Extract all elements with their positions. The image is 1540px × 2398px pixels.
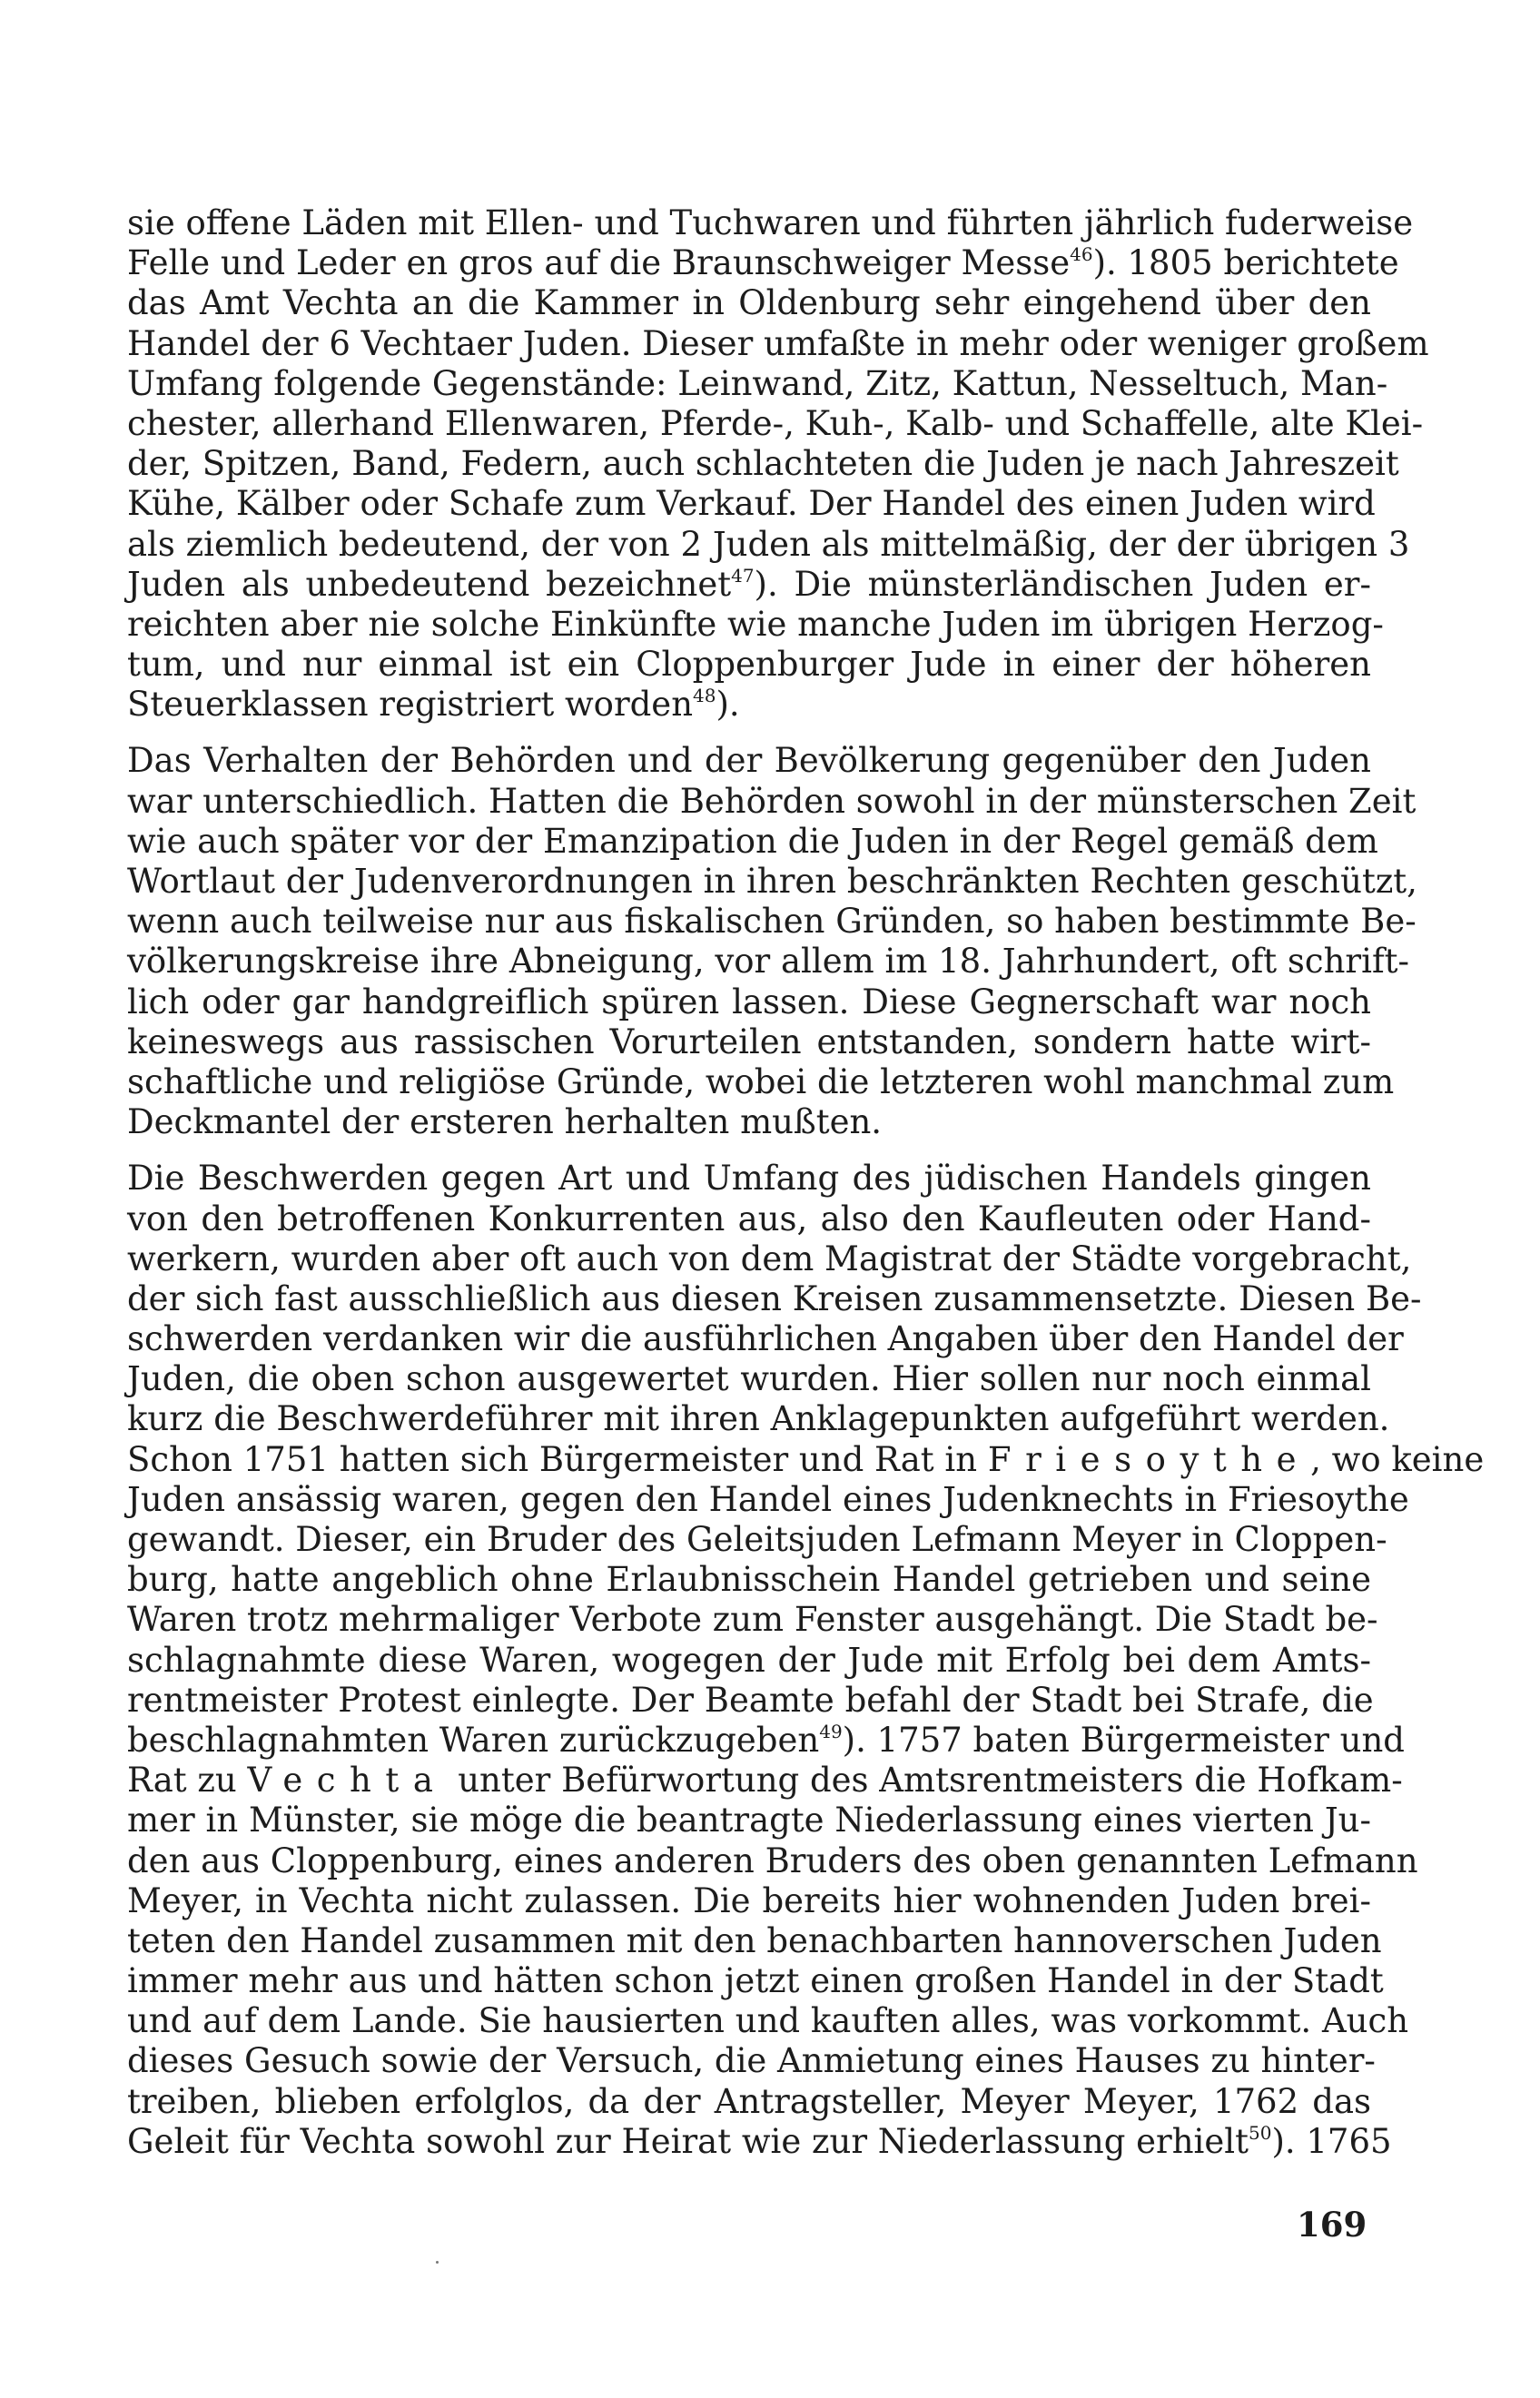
text-line	[127, 484, 1376, 524]
text-run: teten den Handel zusammen mit den benachbarten hannoverschen Juden	[127, 1920, 1382, 1960]
text-run: ). Die münsterländischen Juden er-	[754, 564, 1371, 604]
text-line	[127, 203, 1414, 243]
text-line	[127, 1159, 1371, 1199]
text-line	[127, 1439, 1485, 1480]
text-run: , wo keine	[1310, 1439, 1485, 1479]
text-run: dieses Gesuch sowie der Versuch, die Anmietung eines Hauses zu hinter-	[127, 2041, 1376, 2081]
text-run: schaftliche und religiöse Gründe, wobei die letzteren wohl manchmal zum	[127, 1061, 1395, 1101]
text-run: Handel der 6 Vechtaer Juden. Dieser umfaßte in mehr oder weniger großem	[127, 323, 1429, 363]
text-run: chester, allerhand Ellenwaren, Pferde-, Kuh-, Kalb- und Schaffelle, alte Klei-	[127, 403, 1424, 443]
text-run: sie offene Läden mit Ellen- und Tuchwaren und führten jährlich fuderweise	[127, 203, 1414, 242]
text-line	[127, 1920, 1382, 1961]
text-line	[127, 1720, 1405, 1761]
text-run: reichten aber nie solche Einkünfte wie manche Juden im übrigen Herzog-	[127, 604, 1384, 644]
text-line	[127, 1961, 1384, 2001]
text-line	[127, 821, 1378, 862]
paragraph	[127, 741, 1417, 1142]
text-line	[127, 2041, 1376, 2081]
text-run: Juden als unbedeutend bezeichnet	[127, 564, 732, 604]
text-line	[127, 1600, 1378, 1640]
text-run: burg, hatte angeblich ohne Erlaubnisschein Handel getrieben und seine	[127, 1560, 1371, 1600]
text-run: beschlagnahmten Waren zurückzugeben	[127, 1720, 820, 1760]
text-run: Geleit für Vechta sowohl zur Heirat wie zur Niederlassung erhielt	[127, 2121, 1249, 2161]
page-body	[127, 203, 1485, 2162]
text-line	[127, 2082, 1371, 2122]
footnote-marker: 48	[693, 685, 716, 707]
text-line	[127, 1319, 1404, 1359]
text-line	[127, 403, 1424, 444]
text-run: Die Beschwerden gegen Art und Umfang des jüdischen Handels gingen	[127, 1159, 1371, 1199]
text-line	[127, 565, 1371, 605]
text-line	[127, 1359, 1371, 1399]
text-line	[127, 1278, 1422, 1319]
text-run: von den betroffenen Konkurrenten aus, also den Kaufleuten oder Hand-	[127, 1199, 1371, 1238]
text-run: treiben, blieben erfolglos, da der Antragsteller, Meyer Meyer, 1762 das	[127, 2081, 1371, 2121]
text-run: immer mehr aus und hätten schon jetzt einen großen Handel in der Stadt	[127, 1961, 1384, 2001]
text-line	[127, 741, 1371, 781]
spaced-place-name: Friesoythe	[987, 1439, 1311, 1479]
text-line	[127, 2121, 1392, 2162]
text-line	[127, 1479, 1409, 1520]
text-line	[127, 1399, 1390, 1439]
text-line	[127, 982, 1371, 1022]
text-run: Deckmantel der ersteren herhalten mußten.	[127, 1102, 883, 1142]
spaced-place-name: Vechta	[247, 1761, 448, 1801]
footnote-marker: 49	[819, 1720, 843, 1742]
text-line	[127, 1022, 1371, 1062]
text-line	[127, 902, 1417, 942]
text-line	[127, 1520, 1387, 1560]
text-run: Wortlaut der Judenverordnungen in ihren beschränkten Rechten geschützt,	[127, 862, 1417, 901]
footnote-marker: 46	[1070, 243, 1093, 266]
footnote-marker: 50	[1248, 2121, 1272, 2144]
text-line	[127, 1238, 1412, 1279]
text-run: und auf dem Lande. Sie hausierten und kauften alles, was vorkommt. Auch	[127, 2001, 1409, 2041]
text-line	[127, 1102, 1371, 1142]
text-line	[127, 363, 1388, 404]
text-run: Steuerklassen registriert worden	[127, 685, 694, 725]
text-run: mer in Münster, sie möge die beantragte Niederlassung eines vierten Ju-	[127, 1801, 1371, 1840]
text-line	[127, 1641, 1371, 1681]
paragraph	[127, 203, 1429, 725]
text-line	[127, 1761, 1403, 1801]
page-number: 169	[1297, 2205, 1367, 2245]
text-run: Felle und Leder en gros auf die Braunschweiger Messe	[127, 243, 1071, 283]
text-line	[127, 524, 1410, 565]
text-line	[127, 1881, 1371, 1921]
text-run: kurz die Beschwerdeführer mit ihren Anklagepunkten aufgeführt werden.	[127, 1399, 1390, 1439]
text-line	[127, 1840, 1418, 1881]
text-run: den aus Cloppenburg, eines anderen Bruders des oben genannten Lefmann	[127, 1840, 1418, 1880]
text-run: ). 1765	[1271, 2121, 1392, 2161]
text-run: war unterschiedlich. Hatten die Behörden sowohl in der münsterschen Zeit	[127, 781, 1417, 821]
text-run: ).	[716, 685, 740, 725]
text-run: gewandt. Dieser, ein Bruder des Geleitsjuden Lefmann Meyer in Cloppen-	[127, 1520, 1387, 1559]
text-run: Meyer, in Vechta nicht zulassen. Die bereits hier wohnenden Juden brei-	[127, 1880, 1371, 1920]
text-run: das Amt Vechta an die Kammer in Oldenburg sehr eingehend über den	[127, 283, 1371, 323]
text-run: völkerungskreise ihre Abneigung, vor allem im 18. Jahrhundert, oft schrift-	[127, 942, 1410, 982]
text-run: tum, und nur einmal ist ein Cloppenburger Jude in einer der höheren	[127, 645, 1371, 685]
text-run: Rat zu	[127, 1761, 248, 1801]
text-run: wenn auch teilweise nur aus fiskalischen Gründen, so haben bestimmte Be-	[127, 902, 1417, 942]
paragraph	[127, 1159, 1485, 2162]
text-run: unter Befürwortung des Amtsrentmeisters die Hofkam-	[447, 1761, 1403, 1801]
text-line	[127, 604, 1384, 645]
text-run: rentmeister Protest einlegte. Der Beamte befahl der Stadt bei Strafe, die	[127, 1680, 1374, 1720]
text-run: werkern, wurden aber oft auch von dem Magistrat der Städte vorgebracht,	[127, 1238, 1412, 1278]
footnote-marker: 47	[731, 564, 755, 587]
text-run: Kühe, Kälber oder Schafe zum Verkauf. Der Handel des einen Juden wird	[127, 484, 1376, 524]
text-line	[127, 645, 1371, 685]
text-line	[127, 1560, 1371, 1600]
text-line	[127, 862, 1417, 902]
text-run: ). 1805 berichtete	[1092, 243, 1399, 283]
text-line	[127, 1199, 1371, 1239]
text-run: Schon 1751 hatten sich Bürgermeister und Rat in	[127, 1439, 988, 1479]
text-run: Juden ansässig waren, gegen den Handel eines Judenknechts in Friesoythe	[127, 1479, 1409, 1519]
text-run: Waren trotz mehrmaliger Verbote zum Fenster ausgehängt. Die Stadt be-	[127, 1600, 1378, 1640]
scan-speck	[436, 2261, 439, 2264]
text-line	[127, 243, 1399, 283]
text-run: der sich fast ausschließlich aus diesen Kreisen zusammensetzte. Diesen Be-	[127, 1278, 1422, 1318]
text-line	[127, 685, 1371, 725]
text-run: Juden, die oben schon ausgewertet wurden. Hier sollen nur noch einmal	[127, 1359, 1371, 1399]
text-line	[127, 781, 1417, 822]
text-run: lich oder gar handgreiflich spüren lassen. Diese Gegnerschaft war noch	[127, 982, 1371, 1021]
text-run: schwerden verdanken wir die ausführlichen Angaben über den Handel der	[127, 1319, 1404, 1359]
text-run: ). 1757 baten Bürgermeister und	[842, 1720, 1405, 1760]
text-run: der, Spitzen, Band, Federn, auch schlachteten die Juden je nach Jahreszeit	[127, 444, 1399, 484]
text-run: als ziemlich bedeutend, der von 2 Juden als mittelmäßig, der der übrigen 3	[127, 524, 1410, 564]
text-line	[127, 283, 1371, 323]
text-run: wie auch später vor der Emanzipation die Juden in der Regel gemäß dem	[127, 821, 1378, 861]
text-line	[127, 2001, 1409, 2041]
text-run: schlagnahmte diese Waren, wogegen der Jude mit Erfolg bei dem Amts-	[127, 1640, 1371, 1680]
text-line	[127, 323, 1429, 364]
text-run: keineswegs aus rassischen Vorurteilen entstanden, sondern hatte wirt-	[127, 1021, 1371, 1061]
text-run: Das Verhalten der Behörden und der Bevölkerung gegenüber den Juden	[127, 741, 1371, 781]
text-line	[127, 1061, 1395, 1102]
text-line	[127, 942, 1410, 982]
text-line	[127, 1801, 1371, 1840]
text-run: Umfang folgende Gegenstände: Leinwand, Zitz, Kattun, Nesseltuch, Man-	[127, 363, 1388, 403]
text-line	[127, 444, 1399, 484]
text-line	[127, 1680, 1374, 1721]
